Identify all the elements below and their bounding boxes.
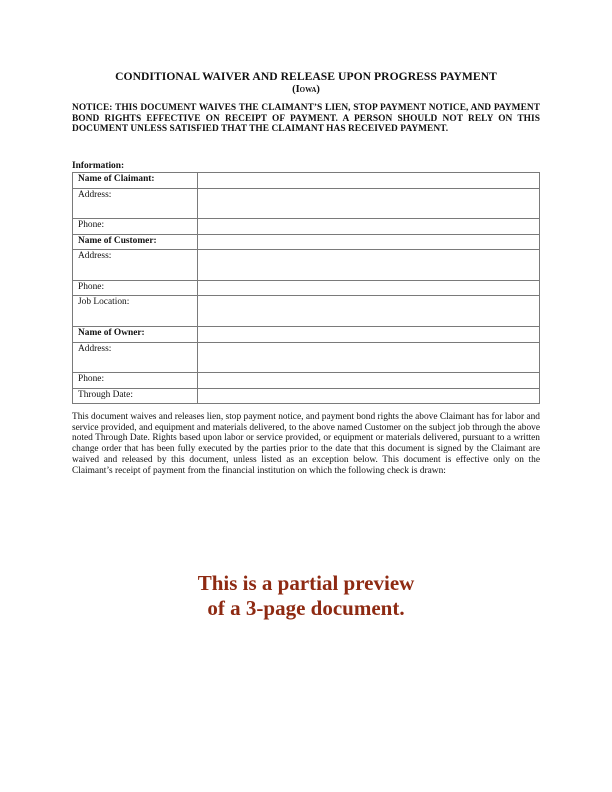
info-row-label: Name of Owner: bbox=[73, 327, 198, 343]
info-row bbox=[73, 219, 540, 235]
info-row-label: Phone: bbox=[73, 281, 198, 296]
info-row bbox=[73, 389, 540, 404]
info-row bbox=[73, 373, 540, 389]
info-row-value-field[interactable] bbox=[198, 281, 540, 296]
info-row-label: Address: bbox=[73, 189, 198, 219]
info-row-value-field[interactable] bbox=[198, 373, 540, 389]
info-row-value-field[interactable] bbox=[198, 235, 540, 250]
info-row bbox=[73, 235, 540, 250]
info-row bbox=[73, 250, 540, 281]
info-row-label: Address: bbox=[73, 343, 198, 373]
information-heading: Information: bbox=[72, 161, 125, 171]
info-row bbox=[73, 343, 540, 373]
info-row-label: Name of Claimant: bbox=[73, 173, 198, 189]
info-row-value-field[interactable] bbox=[198, 343, 540, 373]
waiver-body-paragraph: This document waives and releases lien, stop payment notice, and payment bond rights the above Claimant has for labor and service provided, and equipment and materials delivered, to the above named Customer on the subject job through the above noted Through Date. Rights based upon labor or service provided, or equipment or materials delivered, pursuant to a written change order that has been fully executed by the parties prior to the date that this document is signed by the Claimant are waived and released by this document, unless listed as an exception below. This document is effective only on the Claimant’s receipt of payment from the financial institution on which the following check is drawn: bbox=[72, 412, 540, 476]
info-row bbox=[73, 173, 540, 189]
info-row-label: Phone: bbox=[73, 373, 198, 389]
info-row-value-field[interactable] bbox=[198, 389, 540, 404]
info-row-label: Phone: bbox=[73, 219, 198, 235]
info-row-value-field[interactable] bbox=[198, 173, 540, 189]
info-row-label: Through Date: bbox=[73, 389, 198, 404]
info-row-value-field[interactable] bbox=[198, 327, 540, 343]
document-title: CONDITIONAL WAIVER AND RELEASE UPON PROGRESS PAYMENT bbox=[115, 70, 497, 83]
information-table bbox=[72, 172, 540, 404]
info-row-label: Address: bbox=[73, 250, 198, 281]
partial-preview-notice bbox=[72, 571, 540, 621]
info-row bbox=[73, 189, 540, 219]
info-row-label: Job Location: bbox=[73, 296, 198, 327]
info-row bbox=[73, 281, 540, 296]
preview-line-2: of a 3-page document. bbox=[207, 596, 405, 620]
info-row bbox=[73, 327, 540, 343]
info-row-value-field[interactable] bbox=[198, 296, 540, 327]
info-row bbox=[73, 296, 540, 327]
info-row-label: Name of Customer: bbox=[73, 235, 198, 250]
info-row-value-field[interactable] bbox=[198, 189, 540, 219]
info-row-value-field[interactable] bbox=[198, 219, 540, 235]
document-subtitle-state: (Iowa) bbox=[292, 84, 320, 95]
preview-line-1: This is a partial preview bbox=[197, 571, 415, 595]
notice-paragraph: NOTICE: THIS DOCUMENT WAIVES THE CLAIMANT’S LIEN, STOP PAYMENT NOTICE, AND PAYMENT BOND RIGHTS EFFECTIVE ON RECEIPT OF PAYMENT. A PERSON SHOULD NOT RELY ON THIS DOCUMENT UNLESS SATISFIED THAT THE CLAIMANT HAS RECEIVED PAYMENT. bbox=[72, 103, 540, 135]
info-row-value-field[interactable] bbox=[198, 250, 540, 281]
